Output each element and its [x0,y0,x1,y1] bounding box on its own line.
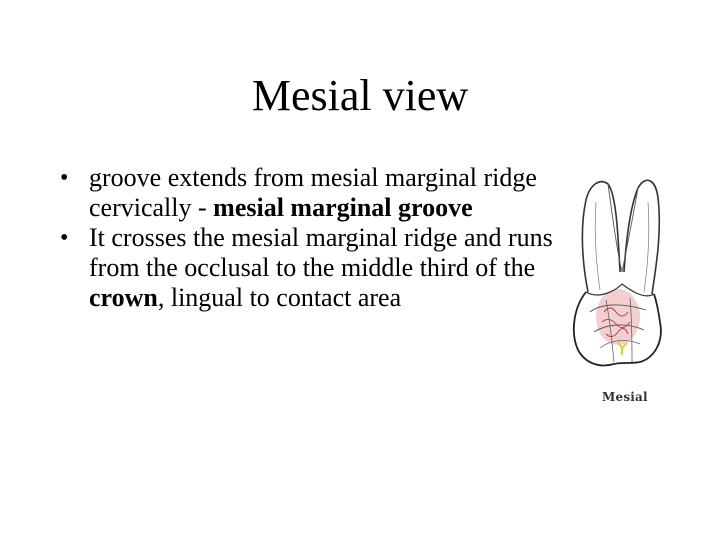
highlight-region [596,289,640,345]
figure-caption: Mesial [602,390,648,404]
bullet-list [58,163,578,313]
bullet-marker: • [60,165,69,191]
bullet-1-text: groove extends from mesial marginal ridge cervically - [89,163,537,222]
buccal-root [582,182,620,292]
bullet-item-2 [58,223,578,313]
bullet-1-term-mesial-marginal-groove: mesial marginal groove [213,193,473,222]
bullet-item-1 [58,163,578,223]
bullet-2-text-a: It crosses the mesial marginal ridge and runs from the occlusal to the middle third of the [89,223,553,282]
root-detail [595,202,600,290]
tooth-mesial-figure [560,172,684,420]
tooth-illustration [560,172,684,420]
bullet-marker: • [60,225,69,251]
bullet-2-text-b: , lingual to contact area [157,283,402,312]
bullet-2-term-crown: crown [89,283,158,312]
root-detail [644,202,649,292]
slide-title: Mesial view [251,71,469,120]
